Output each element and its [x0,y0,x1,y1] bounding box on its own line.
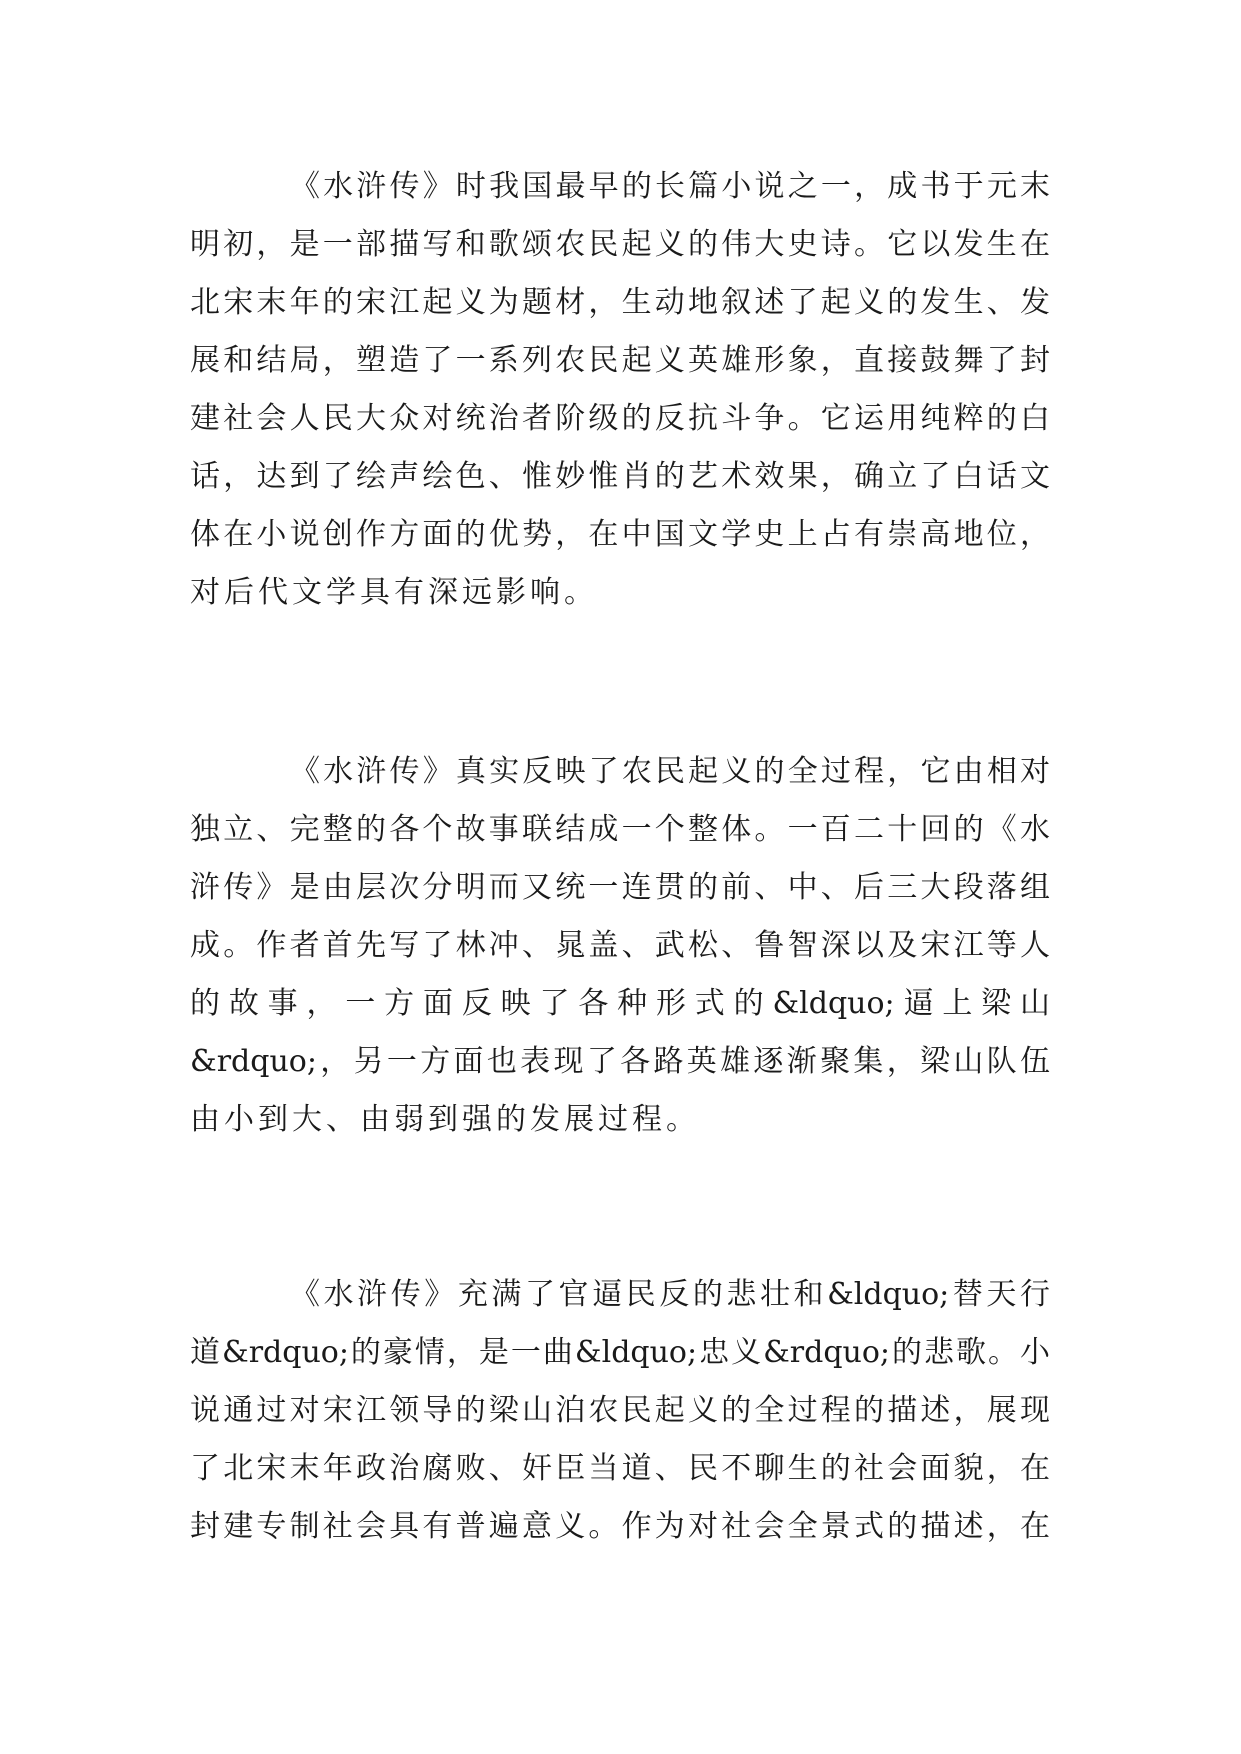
paragraph-line: 建社会人民大众对统治者阶级的反抗斗争。它运用纯粹的白 [190,401,1050,436]
paragraph-line: &rdquo;，另一方面也表现了各路英雄逐渐聚集，梁山队伍 [190,1044,1050,1079]
paragraph-line: 明初，是一部描写和歌颂农民起义的伟大史诗。它以发生在 [190,227,1050,262]
paragraph-line: 封建专制社会具有普遍意义。作为对社会全景式的描述，在 [190,1509,1050,1544]
paragraph-line: 展和结局，塑造了一系列农民起义英雄形象，直接鼓舞了封 [190,343,1050,378]
paragraph-line: 浒传》是由层次分明而又统一连贯的前、中、后三大段落组 [190,870,1050,905]
paragraph-line: 的故事，一方面反映了各种形式的&ldquo;逼上梁山 [190,986,1050,1021]
paragraph-3 [190,1266,1050,1556]
paragraph-1 [190,158,1050,622]
paragraph-line: 体在小说创作方面的优势，在中国文学史上占有崇高地位， [190,517,1050,552]
paragraph-line: 《水浒传》真实反映了农民起义的全过程，它由相对 [290,754,1050,789]
paragraph-line: 《水浒传》充满了官逼民反的悲壮和&ldquo;替天行 [290,1277,1050,1312]
paragraph-line: 北宋末年的宋江起义为题材，生动地叙述了起义的发生、发 [190,285,1050,320]
paragraph-2 [190,743,1050,1149]
paragraph-line: 《水浒传》时我国最早的长篇小说之一，成书于元末 [290,169,1050,204]
paragraph-line: 对后代文学具有深远影响。 [190,575,598,610]
paragraph-line: 话，达到了绘声绘色、惟妙惟肖的艺术效果，确立了白话文 [190,459,1050,494]
paragraph-line: 了北宋末年政治腐败、奸臣当道、民不聊生的社会面貌，在 [190,1451,1050,1486]
paragraph-line: 说通过对宋江领导的梁山泊农民起义的全过程的描述，展现 [190,1393,1050,1428]
paragraph-line: 由小到大、由弱到强的发展过程。 [190,1102,700,1137]
paragraph-line: 道&rdquo;的豪情，是一曲&ldquo;忠义&rdquo;的悲歌。小 [190,1335,1050,1370]
paragraph-line: 独立、完整的各个故事联结成一个整体。一百二十回的《水 [190,812,1050,847]
paragraph-line: 成。作者首先写了林冲、晁盖、武松、鲁智深以及宋江等人 [190,928,1050,963]
